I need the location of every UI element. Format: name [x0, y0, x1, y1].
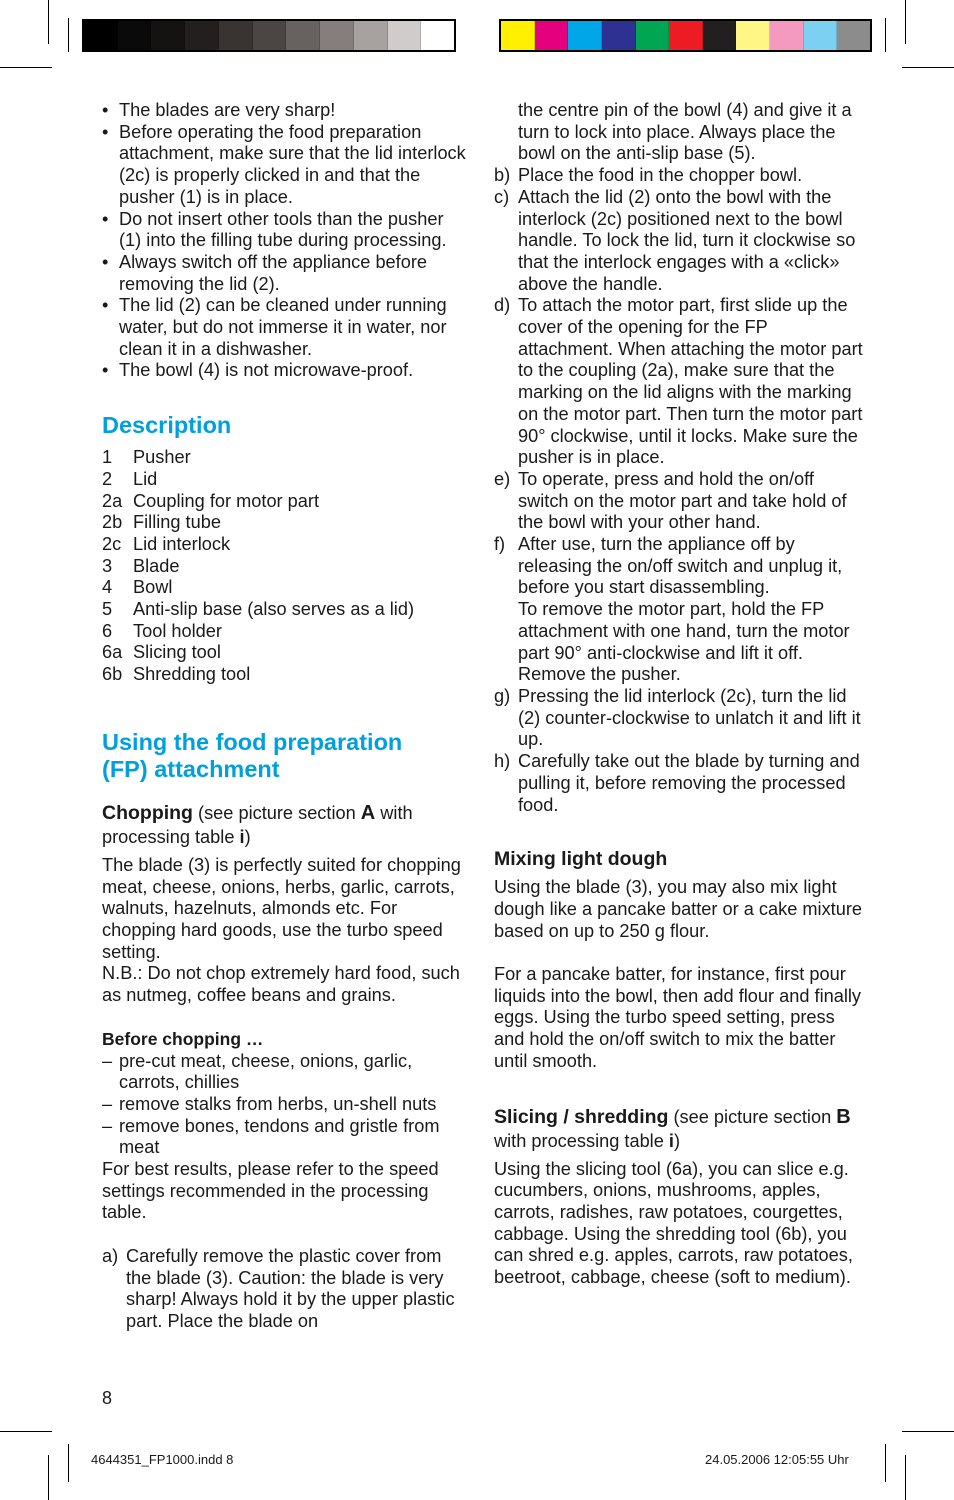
step-text-extra: To remove the motor part, hold the FP attachment with one hand, turn the motor part 90° anti-clockwise and lift it off. Remove the pusher.	[518, 599, 850, 685]
color-swatch	[84, 21, 118, 50]
section-letter: A	[360, 801, 376, 824]
step-a-continuation: the centre pin of the bowl (4) and give it a turn to lock into place. Always place the bowl on the anti-slip base (5).	[518, 100, 852, 164]
step-item	[494, 751, 864, 816]
step-marker: a)	[102, 1245, 119, 1266]
color-swatch	[736, 21, 770, 50]
using-fp-heading	[102, 729, 467, 783]
slicing-title: Slicing / shredding	[494, 1105, 669, 1128]
step-item	[494, 165, 864, 187]
heading-line: Using the food preparation	[102, 728, 403, 755]
chopping-title: Chopping	[102, 801, 193, 824]
step-text: To attach the motor part, first slide up the cover of the opening for the FP attachment. When attaching the motor part to the coupling (2a), make sure that the marking on the lid aligns with the marking on the motor part. Then turn the motor part 90° clockwise, until it locks. Make sure the pusher is in place.	[518, 295, 863, 468]
step-text: Carefully take out the blade by turning and pulling it, before removing the processed food.	[518, 751, 860, 815]
before-chopping-heading: Before chopping …	[102, 1028, 264, 1049]
step-marker: d)	[494, 295, 511, 316]
color-swatch	[320, 21, 354, 50]
dash-item: – remove stalks from herbs, un-shell nuts	[102, 1094, 467, 1116]
table-ref: i	[668, 1130, 674, 1151]
step-item	[494, 295, 864, 469]
description-item	[102, 599, 467, 621]
color-swatch	[804, 21, 838, 50]
step-item	[102, 1246, 467, 1333]
chopping-note: N.B.: Do not chop extremely hard food, such as nutmeg, coffee beans and grains.	[102, 963, 460, 1006]
step-marker: f)	[494, 534, 506, 555]
bullet-item: • The bowl (4) is not microwave-proof.	[102, 360, 467, 382]
item-number: 3	[102, 555, 113, 576]
description-item	[102, 642, 467, 664]
left-column	[102, 100, 467, 1333]
ref-text: (see picture section	[192, 802, 361, 823]
item-label: Bowl	[133, 577, 173, 598]
color-swatch	[501, 21, 535, 50]
item-number: 4	[102, 577, 113, 598]
item-label: Slicing tool	[133, 642, 221, 663]
color-swatch	[118, 21, 152, 50]
step-marker: c)	[494, 186, 510, 207]
color-calibration-bar	[499, 19, 872, 52]
color-swatch	[286, 21, 320, 50]
description-item	[102, 577, 467, 599]
chopping-steps-right	[494, 165, 864, 816]
color-swatch	[703, 21, 737, 50]
mixing-paragraph: Using the blade (3), you may also mix light dough like a pancake batter or a cake mixture based on up to 250 g flour.	[494, 877, 863, 941]
color-swatch	[535, 21, 569, 50]
step-item	[494, 686, 864, 751]
crop-mark	[48, 1455, 49, 1500]
item-label: Shredding tool	[133, 664, 251, 685]
crop-mark	[885, 1444, 886, 1482]
description-list	[102, 447, 467, 686]
section-letter: B	[836, 1105, 851, 1128]
color-swatch	[421, 21, 454, 50]
item-number: 1	[102, 447, 113, 468]
mixing-heading: Mixing light dough	[494, 848, 668, 871]
dash-item: – pre-cut meat, cheese, onions, garlic, carrots, chillies	[102, 1051, 467, 1094]
color-swatch	[636, 21, 670, 50]
step-item	[494, 187, 864, 296]
crop-mark	[902, 67, 954, 68]
bullet-item: • Before operating the food preparation attachment, make sure that the lid interlock (2c) is properly clicked in and that the pusher (1) is in place.	[102, 122, 467, 209]
item-number: 2b	[102, 512, 123, 533]
step-text: Pressing the lid interlock (2c), turn the lid (2) counter-clockwise to unlatch it and lift it up.	[518, 685, 861, 750]
step-marker: h)	[494, 751, 511, 772]
color-swatch	[354, 21, 388, 50]
color-swatch	[253, 21, 287, 50]
description-item	[102, 556, 467, 578]
step-text: Attach the lid (2) onto the bowl with the interlock (2c) positioned next to the bowl handle. To lock the lid, turn it clockwise so that the interlock engages with a «click» above the handle.	[518, 186, 856, 294]
page-number: 8	[102, 1388, 113, 1408]
ref-text: with processing table	[494, 1130, 669, 1151]
description-item	[102, 447, 467, 469]
crop-mark	[902, 1431, 954, 1432]
chopping-steps-left	[102, 1246, 467, 1333]
item-number: 6a	[102, 642, 123, 663]
color-swatch	[602, 21, 636, 50]
slicing-paragraph: Using the slicing tool (6a), you can slice e.g. cucumbers, onions, mushrooms, apples, carrots, radishes, raw potatoes, courgettes, cabbage. Using the shredding tool (6b), you can shred e.g. apples, carrots, raw potatoes, beetroot, cabbage, cheese (soft to medium).	[494, 1158, 853, 1288]
color-swatch	[388, 21, 422, 50]
description-item	[102, 469, 467, 491]
step-item	[494, 534, 864, 686]
ref-text: )	[244, 826, 251, 847]
ref-text: with processing table	[102, 802, 413, 847]
chopping-paragraph: The blade (3) is perfectly suited for chopping meat, cheese, onions, herbs, garlic, carrots, walnuts, hazelnuts, almonds etc. For chopping hard goods, use the turbo speed setting.	[102, 854, 461, 962]
description-item	[102, 491, 467, 513]
item-number: 2	[102, 468, 113, 489]
slicing-heading	[494, 1105, 864, 1153]
footer-timestamp: 24.05.2006 12:05:55 Uhr	[705, 1452, 849, 1467]
footer-file-info: 4644351_FP1000.indd 8	[91, 1452, 234, 1467]
item-number: 6b	[102, 664, 123, 685]
description-item	[102, 512, 467, 534]
description-item	[102, 664, 467, 686]
crop-mark	[68, 18, 69, 52]
safety-bullet-list	[102, 100, 467, 382]
crop-mark	[885, 18, 886, 52]
crop-mark	[68, 1444, 69, 1482]
color-swatch	[219, 21, 253, 50]
bullet-item: • Do not insert other tools than the pusher (1) into the filling tube during processing.	[102, 209, 467, 252]
dash-item: – remove bones, tendons and gristle from meat	[102, 1116, 467, 1159]
item-label: Filling tube	[133, 512, 221, 533]
step-marker: e)	[494, 468, 511, 489]
ref-text: (see picture section	[668, 1106, 837, 1127]
description-heading: Description	[102, 412, 232, 439]
description-item	[102, 621, 467, 643]
bullet-item: • Always switch off the appliance before removing the lid (2).	[102, 252, 467, 295]
color-swatch	[185, 21, 219, 50]
bullet-item: • The blades are very sharp!	[102, 100, 467, 122]
crop-mark	[0, 1431, 52, 1432]
item-number: 2a	[102, 490, 123, 511]
step-text: Carefully remove the plastic cover from the blade (3). Caution: the blade is very sharp! Always hold it by the upper plastic part. Place the blade on	[126, 1245, 455, 1331]
step-text: After use, turn the appliance off by releasing the on/off switch and unplug it, before you start disassembling.	[518, 534, 843, 598]
step-item	[494, 469, 864, 534]
crop-mark	[905, 0, 906, 44]
color-swatch	[669, 21, 703, 50]
crop-mark	[905, 1455, 906, 1500]
color-swatch	[151, 21, 185, 50]
step-marker: b)	[494, 165, 511, 186]
item-label: Blade	[133, 555, 180, 576]
color-swatch	[568, 21, 602, 50]
crop-mark	[0, 67, 52, 68]
grayscale-calibration-bar	[82, 19, 456, 52]
mixing-paragraph: For a pancake batter, for instance, first pour liquids into the bowl, then add flour and finally eggs. Using the turbo speed setting, press and hold the on/off switch to mix the batter until smooth.	[494, 964, 862, 1071]
item-label: Lid	[133, 468, 158, 489]
chopping-heading	[102, 801, 467, 849]
step-marker: g)	[494, 685, 511, 706]
item-label: Tool holder	[133, 620, 222, 641]
right-column	[494, 100, 864, 1289]
item-number: 6	[102, 620, 113, 641]
heading-line: (FP) attachment	[102, 755, 280, 782]
before-chopping-list	[102, 1051, 467, 1160]
item-label: Anti-slip base (also serves as a lid)	[133, 599, 415, 620]
bullet-item: • The lid (2) can be cleaned under running water, but do not immerse it in water, nor clean it in a dishwasher.	[102, 295, 467, 360]
item-number: 2c	[102, 533, 122, 554]
ref-text: )	[673, 1130, 681, 1151]
item-label: Coupling for motor part	[133, 490, 320, 511]
color-swatch	[770, 21, 804, 50]
item-number: 5	[102, 599, 113, 620]
step-text: To operate, press and hold the on/off switch on the motor part and take hold of the bowl with your other hand.	[518, 468, 847, 533]
item-label: Pusher	[133, 447, 191, 468]
item-label: Lid interlock	[133, 533, 231, 554]
color-swatch	[837, 21, 870, 50]
crop-mark	[48, 0, 49, 44]
step-text: Place the food in the chopper bowl.	[518, 165, 803, 186]
description-item	[102, 534, 467, 556]
table-ref: i	[239, 826, 245, 847]
best-results-text: For best results, please refer to the speed settings recommended in the processing table.	[102, 1159, 439, 1223]
